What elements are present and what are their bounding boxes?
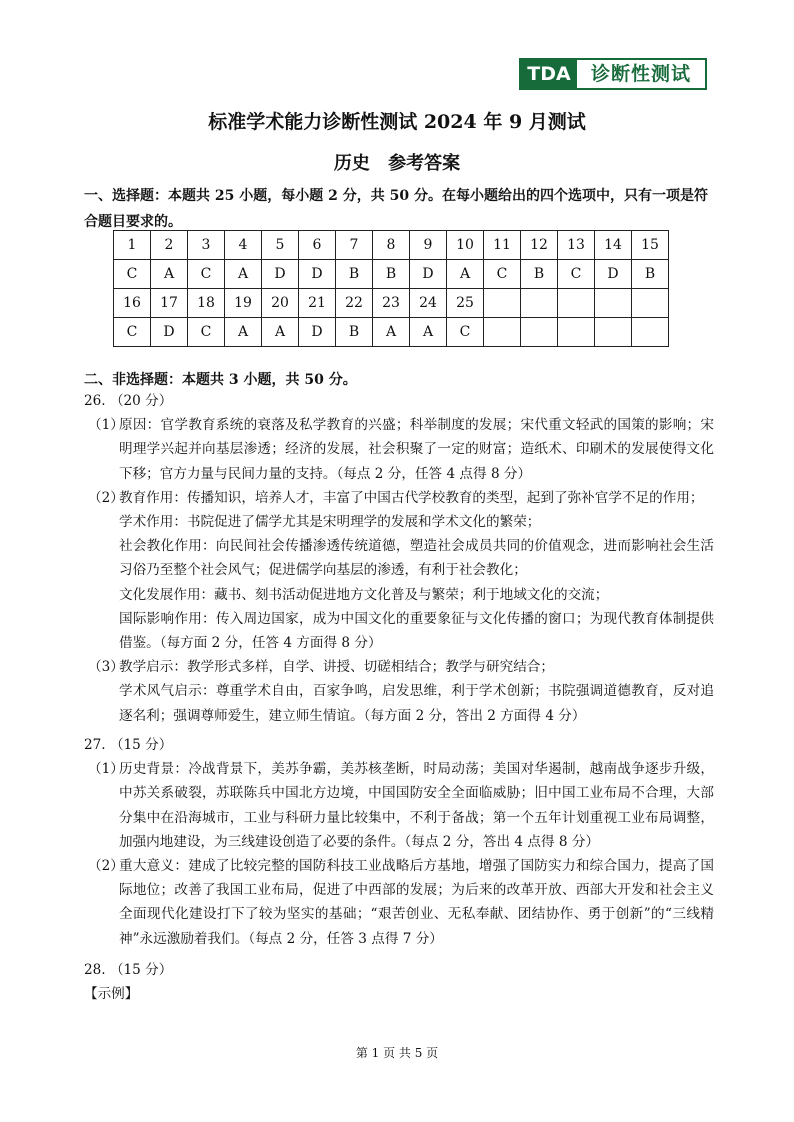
answer-table-cell: 3 <box>188 231 225 260</box>
answer-table-row <box>114 289 669 318</box>
q27-item-line: 重大意义：建成了比较完整的国防科技工业战略后方基地，增强了国防实力和综合国力，提高了国际地位；改善了我国工业布局，促进了中西部的发展；为后来的改革开放、西部大开发和社会主义全面现代化建设打下了较为坚实的基础；“艰苦创业、无私奉献、团结协作、勇于创新”的“三线精神”永远激励着我们。（每点 2 分，任答 3 点得 7 分） <box>119 858 714 947</box>
answer-table-cell: C <box>188 318 225 347</box>
q26-item <box>84 655 714 728</box>
answer-table-cell: A <box>447 260 484 289</box>
answer-table-cell: C <box>558 260 595 289</box>
q26-item-line: 教育作用：传播知识，培养人才，丰富了中国古代学校教育的类型，起到了弥补官学不足的作用； <box>119 489 704 506</box>
answer-table-cell: A <box>262 318 299 347</box>
answer-table-cell: 10 <box>447 231 484 260</box>
answer-table-cell: B <box>521 260 558 289</box>
answer-table-cell: 14 <box>595 231 632 260</box>
answer-table-cell: 18 <box>188 289 225 318</box>
answer-table-row <box>114 260 669 289</box>
logo-tda-text: TDA <box>521 60 577 88</box>
answer-table-cell <box>484 289 521 318</box>
section2-heading: 二、非选择题：本题共 3 小题，共 50 分。 <box>84 372 357 388</box>
answer-table-cell <box>484 318 521 347</box>
answer-table-cell: 11 <box>484 231 521 260</box>
answer-table-cell: 21 <box>299 289 336 318</box>
q26-item-line: 社会教化作用：向民间社会传播渗透传统道德，塑造社会成员共同的价值观念，进而影响社会生活习俗乃至整个社会风气；促进儒学向基层的渗透，有利于社会教化； <box>119 538 714 579</box>
q26-item-number: （1） <box>88 417 124 434</box>
question-28 <box>84 958 714 1006</box>
answer-table-cell: C <box>114 318 151 347</box>
answer-table-cell: 24 <box>410 289 447 318</box>
q26-item-line: 文化发展作用：藏书、刻书活动促进地方文化普及与繁荣；利于地域文化的交流； <box>119 586 609 603</box>
q27-item <box>84 757 714 854</box>
answer-table-cell: 2 <box>151 231 188 260</box>
answer-table-row <box>114 318 669 347</box>
answer-table-cell: B <box>336 318 373 347</box>
answer-table-cell <box>521 318 558 347</box>
answer-table-cell: B <box>336 260 373 289</box>
answer-table-cell: C <box>447 318 484 347</box>
answer-table-cell: D <box>262 260 299 289</box>
q26-item <box>84 486 714 655</box>
answer-table-cell: A <box>373 318 410 347</box>
page-title: 标准学术能力诊断性测试 2024 年 9 月测试 <box>208 111 586 133</box>
answer-table-cell: 16 <box>114 289 151 318</box>
q26-item-number: （3） <box>88 659 124 676</box>
answer-table-cell: 19 <box>225 289 262 318</box>
question-26 <box>84 389 714 728</box>
answer-table-cell: 15 <box>632 231 669 260</box>
answer-table-cell: A <box>225 318 262 347</box>
answer-table-cell <box>521 289 558 318</box>
answer-table-cell: A <box>151 260 188 289</box>
question-27 <box>84 733 714 951</box>
tda-logo <box>519 58 707 90</box>
answer-table-cell <box>632 289 669 318</box>
answer-table-cell: D <box>299 318 336 347</box>
answer-table-cell <box>558 289 595 318</box>
q26-heading: 26. （20 分） <box>84 393 173 409</box>
q26-item <box>84 413 714 486</box>
answer-table-cell: C <box>484 260 521 289</box>
answer-table-cell <box>632 318 669 347</box>
q26-items <box>84 413 714 728</box>
q26-item-line: 教学启示：教学形式多样，自学、讲授、切磋相结合；教学与研究结合； <box>119 659 554 676</box>
answer-table-cell: 8 <box>373 231 410 260</box>
q27-item-line: 历史背景：冷战背景下，美苏争霸，美苏核垄断，时局动荡；美国对华遏制，越南战争逐步升级，中苏关系破裂，苏联陈兵中国北方边境，中国国防安全全面临威胁；旧中国工业布局不合理，大部分集中在沿海城市，工业与科研力量比较集中，不利于备战；第一个五年计划重视工业布局调整，加强内地建设，为三线建设创造了必要的条件。（每点 2 分，答出 4 点得 8 分） <box>119 761 714 850</box>
answer-table-cell: 12 <box>521 231 558 260</box>
answer-table-cell: 20 <box>262 289 299 318</box>
answer-table-cell: 9 <box>410 231 447 260</box>
answer-table-cell: 17 <box>151 289 188 318</box>
answer-table-cell: 1 <box>114 231 151 260</box>
answer-table-cell: 23 <box>373 289 410 318</box>
answer-table-cell: 6 <box>299 231 336 260</box>
answer-table <box>113 230 669 347</box>
answer-table-cell: A <box>225 260 262 289</box>
page-subtitle: 历史 参考答案 <box>333 153 461 174</box>
q26-item-line: 原因：官学教育系统的衰落及私学教育的兴盛；科举制度的发展；宋代重文轻武的国策的影响；宋明理学兴起并向基层渗透；经济的发展，社会积聚了一定的财富；造纸术、印刷术的发展使得文化下移；官方力量与民间力量的支持。（每点 2 分，任答 4 点得 8 分） <box>119 417 714 482</box>
answer-table-cell: C <box>114 260 151 289</box>
section1-heading: 一、选择题：本题共 25 小题，每小题 2 分，共 50 分。在每小题给出的四个选项中，只有一项是符合题目要求的。 <box>84 188 708 230</box>
q26-item-line: 学术作用：书院促进了儒学尤其是宋明理学的发展和学术文化的繁荣； <box>119 514 541 531</box>
q26-item-number: （2） <box>88 489 124 506</box>
q27-items <box>84 757 714 951</box>
q28-heading: 28. （15 分） <box>84 962 173 978</box>
answer-table-cell: 22 <box>336 289 373 318</box>
answer-table-cell <box>558 318 595 347</box>
answer-table-cell: 25 <box>447 289 484 318</box>
q26-item-line: 国际影响作用：传入周边国家，成为中国文化的重要象征与文化传播的窗口；为现代教育体制提供借鉴。（每方面 2 分，任答 4 方面得 8 分） <box>119 610 714 652</box>
answer-table-cell <box>595 318 632 347</box>
answer-table-cell: A <box>410 318 447 347</box>
answer-table-cell <box>595 289 632 318</box>
q27-heading: 27. （15 分） <box>84 737 173 753</box>
answer-table-cell: C <box>188 260 225 289</box>
answer-table-cell: 7 <box>336 231 373 260</box>
answer-table-cell: D <box>410 260 447 289</box>
page-footer: 第 1 页 共 5 页 <box>355 1046 439 1060</box>
q27-item-number: （1） <box>88 761 124 778</box>
answer-table-cell: B <box>632 260 669 289</box>
answer-table-cell: 4 <box>225 231 262 260</box>
answer-table-cell: B <box>373 260 410 289</box>
answer-table-cell: D <box>299 260 336 289</box>
answer-table-cell: D <box>595 260 632 289</box>
q26-item-line: 学术风气启示：尊重学术自由，百家争鸣，启发思维，利于学术创新；书院强调道德教育，反对追逐名利；强调尊师爱生，建立师生情谊。（每方面 2 分，答出 2 方面得 4 分） <box>119 683 714 724</box>
answer-table-row <box>114 231 669 260</box>
q27-item <box>84 854 714 951</box>
q28-example-label: 【示例】 <box>84 986 139 1003</box>
q27-item-number: （2） <box>88 858 124 875</box>
answer-table-cell: 13 <box>558 231 595 260</box>
answer-table-cell: 5 <box>262 231 299 260</box>
logo-chinese-text: 诊断性测试 <box>577 60 705 88</box>
answer-table-cell: D <box>151 318 188 347</box>
